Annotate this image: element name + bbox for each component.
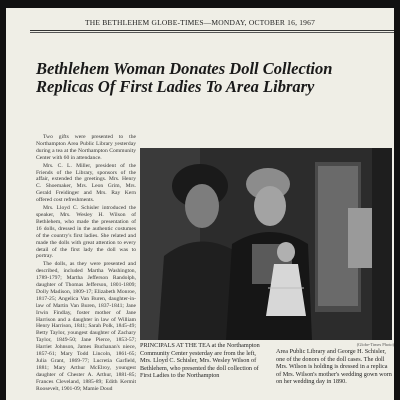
photo-caption-left: PRINCIPALS AT THE TEA at the Northampton Community Center yesterday are from the left, Mrs. Lloyd C. Schisler, Mrs. Wesley Wilson of Bethlehem, who presented the doll collection of First Ladies to the Northampton (140, 342, 260, 380)
newspaper-clipping (6, 8, 394, 400)
headline-line-2: Replicas Of First Ladies To Area Library (36, 77, 315, 96)
article-paragraph: Mrs. C. L. Miller, president of the Friends of the Library, sponsors of the affair, extended the greetings. Mrs. Henry C. Shoemaker, Mrs. Leon Grim, Mrs. Gerald Freidinger and Mrs. Ray Kern offered cost refreshments. (36, 162, 136, 204)
photo-caption-right: Area Public Library and George H. Schisler, one of the donors of the doll cases. The doll Mrs. Wilson is holding is dressed in a replica of Mrs. Wilson's mother's wedding gown worn on her wedding day in 1890. (276, 348, 392, 386)
photo-credit: (Globe-Times Photo) (356, 342, 394, 347)
headline (36, 60, 376, 96)
masthead-rule-thin (30, 32, 394, 33)
photo-caption-right-block (276, 342, 394, 386)
article-paragraph: The dolls, as they were presented and described, included Martha Washington, 1789-1797; Martha Jefferson Randolph, daughter of Thomas Jefferson, 1801-1809; Dolly Madison, 1809-17; Elizabeth Monroe, 1817-25; Angelica Van Buren, daughter-in-law of Martin Van Buren, 1837-1841; Jane Irwin Findlay, foster mother of Jane Harrison and a daughter in law of William Henry Harrison, 1841; Sarah Polk, 1845-49; Betty Taylor, youngest daughter of Zachary Taylor, 1849-50; Jane Pierce, 1853-57; Harriet Johnson, James Buchanan's niece, 1857-61; Mary Todd Lincoln, 1861-65; Julia Grant, 1869-77; Lucretia Garfield, 1881; Mary Arthur McElroy, youngest daughter of Chester A. Arthur, 1881-85; Frances Cleveland, 1885-89; Edith Kermit Roosevelt, 1901-09; Mamie Doud (36, 261, 136, 392)
headline-line-1: Bethlehem Woman Donates Doll Collection (36, 59, 333, 78)
masthead-line: THE BETHLEHEM GLOBE-TIMES—MONDAY, OCTOBER 16, 1967 (84, 18, 316, 27)
photo-image (140, 148, 392, 340)
article-paragraph: Mrs. Lloyd C. Schisler introduced the speaker, Mrs. Wesley H. Wilson of Bethlehem, who made the presentation of 16 dolls, dressed in the authentic costumes of the country's first ladies. She related and made the dolls with great attention to every detail of the first lady the doll was to portray. (36, 205, 136, 260)
article-body (36, 134, 136, 400)
masthead-rule (30, 30, 394, 31)
news-photo (140, 148, 392, 340)
article-paragraph: Two gifts were presented to the Northampton Area Public Library yesterday during a tea at the Northampton Community Center with 60 in attendance. (36, 134, 136, 161)
